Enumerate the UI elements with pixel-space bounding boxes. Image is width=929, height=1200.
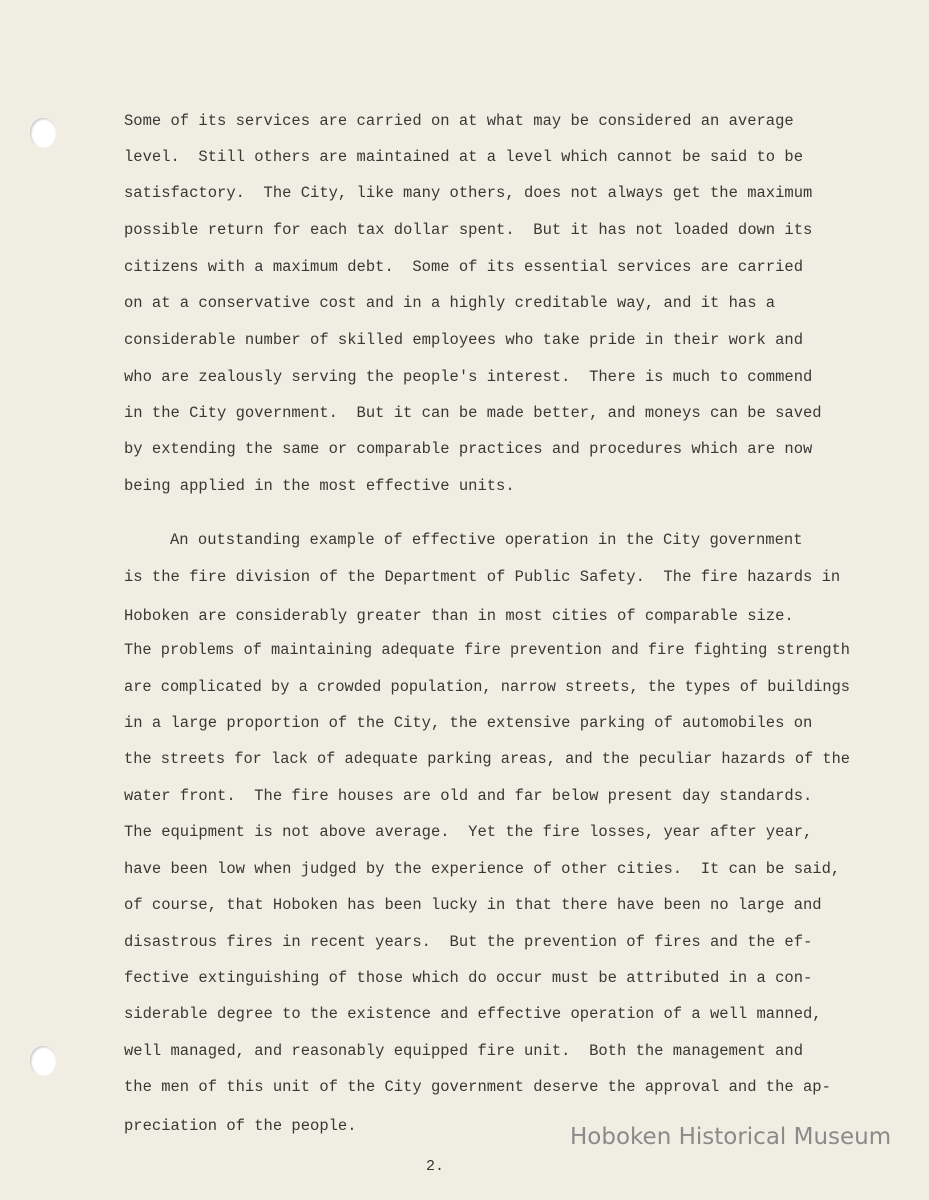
text-line: is the fire division of the Department of Public Safety. The fire hazards in [124,568,841,586]
text-line: Hoboken are considerably greater than in most cities of comparable size. [124,607,794,625]
text-line: water front. The fire houses are old and far below present day standards. [124,787,813,805]
text-line: level. Still others are maintained at a level which cannot be said to be [124,148,804,166]
text-line: the men of this unit of the City government deserve the approval and the ap- [124,1078,831,1096]
text-line: the streets for lack of adequate parking areas, and the peculiar hazards of the [124,750,851,768]
text-line: considerable number of skilled employees who take pride in their work and [124,331,804,349]
museum-watermark: Hoboken Historical Museum [570,1124,892,1150]
text-line: being applied in the most effective units. [124,477,515,495]
page-number: 2. [426,1158,445,1175]
punch-hole-top [30,118,56,148]
text-line: are complicated by a crowded population, narrow streets, the types of buildings [124,678,851,696]
text-line: Some of its services are carried on at what may be considered an average [124,112,794,130]
text-line: siderable degree to the existence and effective operation of a well manned, [124,1005,822,1023]
text-line: preciation of the people. [124,1117,357,1135]
text-line: in a large proportion of the City, the extensive parking of automobiles on [124,714,813,732]
text-line: satisfactory. The City, like many others, does not always get the maximum [124,184,813,202]
text-line: on at a conservative cost and in a highly creditable way, and it has a [124,294,776,312]
text-line: The problems of maintaining adequate fire prevention and fire fighting strength [124,641,851,659]
text-line: of course, that Hoboken has been lucky in that there have been no large and [124,896,822,914]
text-line: citizens with a maximum debt. Some of its essential services are carried [124,258,804,276]
text-line: possible return for each tax dollar spent. But it has not loaded down its [124,221,813,239]
text-line: An outstanding example of effective operation in the City government [170,531,803,549]
text-line: who are zealously serving the people's interest. There is much to commend [124,368,813,386]
text-line: have been low when judged by the experience of other cities. It can be said, [124,860,841,878]
text-line: fective extinguishing of those which do occur must be attributed in a con- [124,969,813,987]
text-line: well managed, and reasonably equipped fire unit. Both the management and [124,1042,804,1060]
text-line: in the City government. But it can be made better, and moneys can be saved [124,404,822,422]
text-line: disastrous fires in recent years. But the prevention of fires and the ef- [124,933,813,951]
punch-hole-bottom [30,1046,56,1076]
text-line: by extending the same or comparable practices and procedures which are now [124,440,813,458]
text-line: The equipment is not above average. Yet the fire losses, year after year, [124,823,813,841]
